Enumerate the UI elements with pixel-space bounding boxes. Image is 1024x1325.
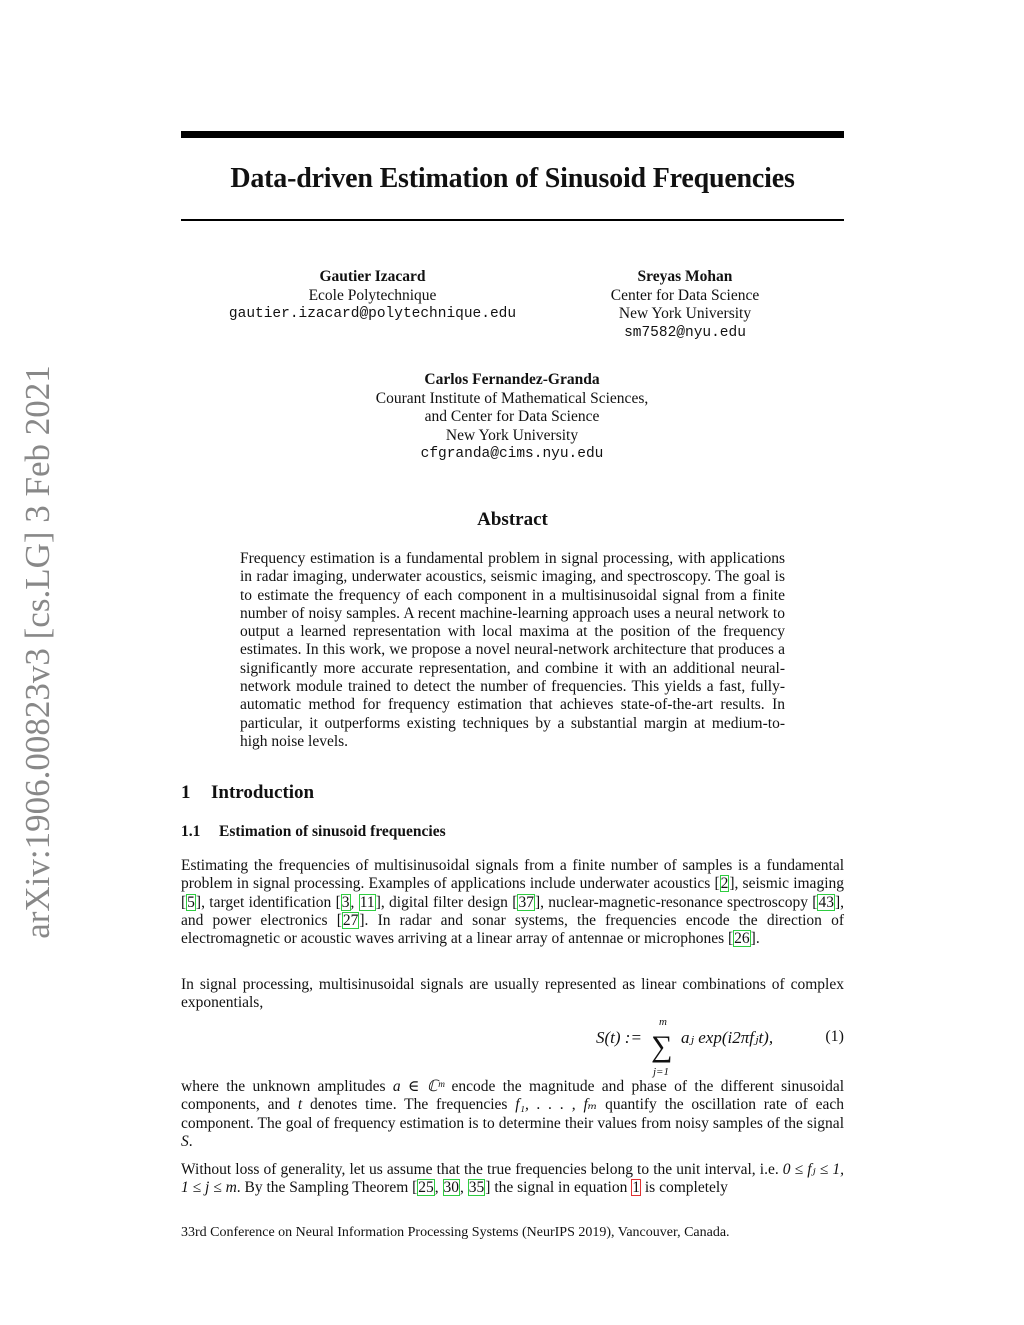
citation-link[interactable]: 30 (443, 1179, 460, 1197)
author-affiliation: New York University (445, 426, 579, 444)
equation-number: (1) (825, 1028, 844, 1045)
citation-link[interactable]: 25 (418, 1179, 434, 1197)
title-top-rule (181, 131, 844, 138)
author-name: Sreyas Mohan (637, 268, 733, 285)
author-email: cfgranda@cims.nyu.edu (420, 446, 604, 462)
author-affiliation: New York University (618, 305, 752, 322)
section-title: Introduction (211, 782, 315, 803)
citation-link[interactable]: 26 (734, 930, 750, 948)
paper-title: Data-driven Estimation of Sinusoid Frequencies (230, 163, 795, 194)
abstract-text: Frequency estimation is a fundamental problem in signal processing, with applications in radar imaging, underwater acoustics, seismic imaging, and spectroscopy. The goal is to estimate the frequency of each component in a multisinusoidal signal from a finite number of noisy samples. A recent machine-learning approach uses a neural network to output a learned representation with local maxima at the position of the frequency estimates. In this work, we propose a novel neural-network architecture that produces a significantly more accurate representation, and combine it with an additional neural-network module trained to detect the number of frequencies. This yields a fast, fully-automatic method for frequency estimation that achieves state-of-the-art results. In particular, it outperforms existing techniques by a substantial margin at medium-to-high noise levels. (240, 550, 785, 750)
citation-link[interactable]: 11 (359, 893, 375, 911)
author-email: gautier.izacard@polytechnique.edu (228, 306, 517, 322)
citation-link[interactable]: 35 (468, 1179, 485, 1197)
paragraph-representation: In signal processing, multisinusoidal signals are usually represented as linear combinations of complex exponentials, (181, 976, 844, 1012)
author-affiliation: and Center for Data Science (424, 408, 600, 425)
subsection-number: 1.1 (181, 823, 201, 840)
conference-footer: 33rd Conference on Neural Information Processing Systems (NeurIPS 2019), Vancouver, Canada. (181, 1225, 730, 1240)
subsection-heading (181, 823, 446, 841)
arxiv-identifier: arXiv:1906.00823v3 [cs.LG] 3 Feb 2021 (18, 365, 57, 939)
author-block-1 (200, 268, 545, 324)
citation-link[interactable]: 37 (518, 893, 534, 911)
author-affiliation: Center for Data Science (610, 286, 760, 304)
equation-lhs: S(t) := (596, 1028, 642, 1047)
summation-symbol: ∑ (651, 1030, 673, 1063)
paragraph-amplitudes: where the unknown amplitudes a ∈ ℂᵐ encode the magnitude and phase of the different sinusoidal components, and t denotes time. The frequencies f₁, . . . , fₘ quantify the oscillation rate of each component. The goal of frequency estimation is to determine their values from noisy samples of the signal S. (181, 1078, 845, 1150)
author-email: sm7582@nyu.edu (624, 324, 746, 341)
equation-rhs: aⱼ exp(i2πfⱼt), (681, 1028, 774, 1047)
abstract-heading: Abstract (477, 509, 548, 530)
section-number: 1 (181, 782, 191, 803)
section-heading (181, 782, 314, 804)
citation-link[interactable]: 3 (341, 893, 350, 911)
citation-link[interactable]: 27 (342, 911, 359, 929)
citation-link[interactable]: 5 (187, 893, 195, 911)
title-bottom-rule (181, 219, 844, 221)
paragraph-sampling: Without loss of generality, let us assume that the true frequencies belong to the unit interval, i.e. 0 ≤ fⱼ ≤ 1, 1 ≤ j ≤ m. By the Sampling Theorem [25, 30, 35] the signal in equation 1 is completely (181, 1161, 844, 1197)
equation-reference-link[interactable]: 1 (632, 1179, 640, 1197)
author-block-2 (560, 268, 810, 342)
author-name: Gautier Izacard (319, 268, 426, 285)
subsection-title: Estimation of sinusoid frequencies (219, 823, 446, 840)
equation-1 (181, 1014, 844, 1078)
paragraph-applications: Estimating the frequencies of multisinusoidal signals from a finite number of samples is a fundamental problem in signal processing. Examples of applications include underwater acoustics [2], seismic imaging [5], target identification [3, 11], digital filter design [37], nuclear-magnetic-resonance spectroscopy [43], and power electronics [27]. In radar and sonar systems, the frequencies encode the direction of electromagnetic or acoustic waves arriving at a linear array of antennae or microphones [26]. (181, 857, 845, 948)
citation-link[interactable]: 43 (818, 893, 834, 911)
citation-link[interactable]: 2 (720, 875, 729, 893)
sum-upper-limit: m (659, 1016, 667, 1028)
author-affiliation: Ecole Polytechnique (308, 286, 437, 304)
author-name: Carlos Fernandez-Granda (424, 371, 600, 388)
sum-lower-limit: j=1 (653, 1066, 669, 1078)
author-block-3 (330, 371, 694, 464)
author-affiliation: Courant Institute of Mathematical Sciences, (375, 389, 649, 407)
